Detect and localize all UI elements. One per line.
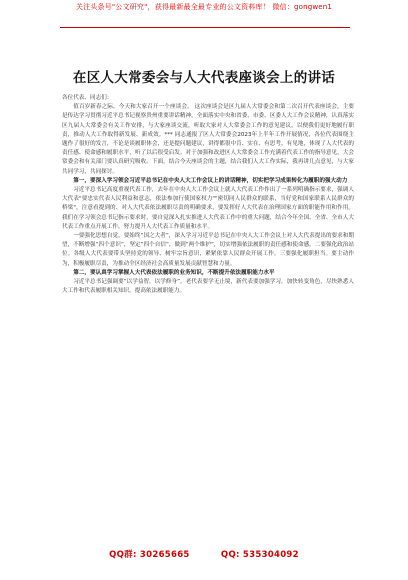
section-heading: 第一，要深入学习领会习近平总书记在中央人大工作会议上的讲话精神，切实把学习成果转化为履职的强大动力 (73, 177, 348, 184)
document-body (62, 94, 354, 296)
salutation: 各位代表、同志们： (62, 95, 113, 101)
body-paragraph: 习近平总书记高度重视代表工作，去年在中央人大工作会议上就人大代表工作作出了一系列明确指示要求，强调人大代表"要忠实代表人民利益和意志，依法参加行使国家权力""密切同人民群众的联系，当好党和国家联系人民群众的桥梁"，注意看提到的、对人大代表依法履职尽责的明确要求，要发挥好人大代表在治理国家方面的职能作用和作用。我们在学习领会总书记指示要求时，要自觉深入扎实推进人大代表工作中的重大问题，结合今年全国、全省、全市人大代表工作重点开展工作，努力提升人大代表工作质量和水平。 (62, 187, 354, 230)
banner-text: 关注头条号"公文研究"，获得最新最全最专业的公文资料库！ 微信：gongwen1 (75, 3, 333, 11)
document-title: 在区人大常委会与人大代表座谈会上的讲话 (72, 70, 336, 86)
footer-qq-group: QQ群: 30265665 (109, 550, 190, 560)
body-paragraph: 值百岁新春之际，今天和大家召开一个座谈会。 这次座谈会是区九届人大常委会和第二次召开代表座谈会，主要是传达学习贯彻习近平总书记视察贵州重要讲话精神，全面落实中央和省委、市委、区委人大工作会议精神，认真落实区九届人大常委会有关工作安排，与大家座谈交流，听取大家对人大常委会工作的意见建议，以便我们更好地履行职责，推动人大工作取得新发展、新成效。*** 同志通报了区人大常委会2023年上半年工作开展情况，各位代表围绕主题作了很好的发言，不论是谈履职体会，还是提问题建议，讲得都很中肯、实在、有思考、有见地，体现了人大代表的责任感、使命感和履职水平，听了以后很受启发。对于加强和改进区人大常委会工作充满着代表工作的指导意见，大会常委会和有关部门要认真研究吸收。下面，结合今天座谈会的主题，结合我们人大工作实际，我再讲几点意见，与大家共同学习，共同探讨。 (62, 104, 354, 175)
header-banner (0, 2, 408, 34)
footer-contact (0, 548, 408, 560)
banner-divider (60, 27, 350, 28)
body-paragraph: 一要强化思想自觉。要始终“国之大者”，深入学习习近平总书记在中央人大工作会议上对人大代表提出的要求和期望，不断增强“四个意识”，坚定“四个自信”，做到“两个维护”，切实增强依法履职的责任感和使命感。二要强化政治站位。各级人大代表要带头坚持党的领导、树牢宗旨意识，紧紧依靠人民群众开展工作。三要强化履职担当。要主动作为，积极履职尽责，为推动全区经济社会高质量发展贡献智慧和力量。 (62, 233, 354, 267)
footer-qq: QQ: 535304092 (220, 550, 299, 560)
section-heading: 第二，要认真学习掌握人大代表依法履职的业务知识，不断提升依法履职能力水平 (73, 269, 275, 276)
body-paragraph: 习近平总书记强调要“以学益智，以学修身”。老代表要学无止境，新代表要加强学习，加快转变角色，尽快熟悉人大工作和代表履职相关知识，提高依法履职能力。 (62, 279, 354, 295)
